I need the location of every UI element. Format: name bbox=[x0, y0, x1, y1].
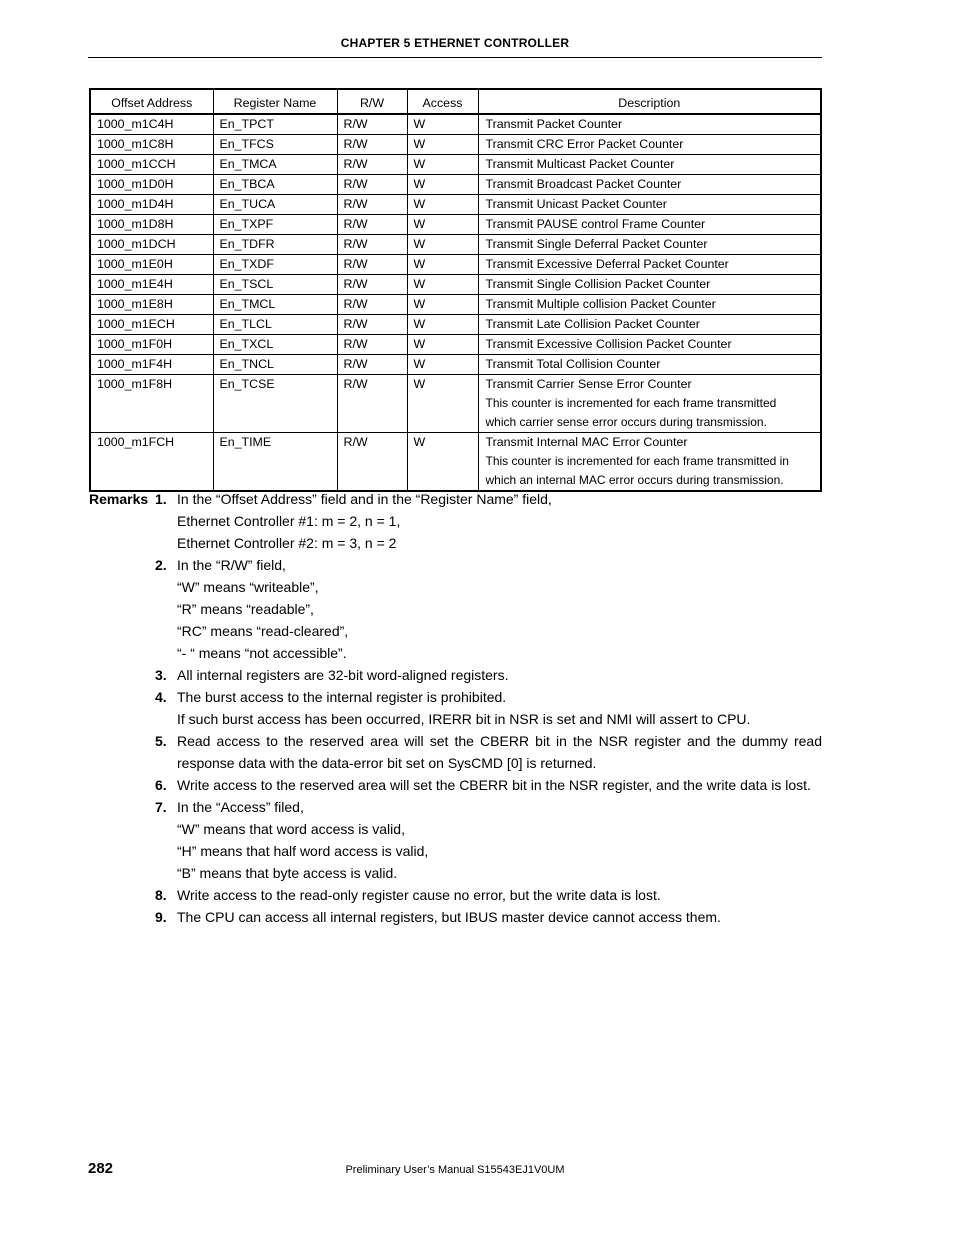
register-table bbox=[89, 88, 822, 492]
description-line: Transmit Single Collision Packet Counter bbox=[485, 277, 711, 291]
cell-offset-address: 1000_m1ECH bbox=[90, 315, 213, 335]
cell-offset-address: 1000_m1DCH bbox=[90, 235, 213, 255]
remark-line: “RC” means “read-cleared”, bbox=[177, 623, 349, 639]
cell-description bbox=[478, 255, 821, 275]
table-row bbox=[90, 335, 821, 355]
cell-access: W bbox=[407, 255, 478, 275]
remark-line: The burst access to the internal register is prohibited. bbox=[177, 689, 507, 705]
cell-access: W bbox=[407, 375, 478, 433]
cell-register-name: En_TUCA bbox=[213, 195, 337, 215]
chapter-header: CHAPTER 5 ETHERNET CONTROLLER bbox=[340, 36, 570, 50]
table-row bbox=[90, 135, 821, 155]
remark-number: 7. bbox=[155, 799, 167, 815]
cell-access: W bbox=[407, 215, 478, 235]
cell-rw: R/W bbox=[337, 175, 407, 195]
cell-description bbox=[478, 175, 821, 195]
cell-description bbox=[478, 433, 821, 492]
cell-access: W bbox=[407, 114, 478, 135]
cell-description bbox=[478, 195, 821, 215]
cell-register-name: En_TIME bbox=[213, 433, 337, 492]
cell-description bbox=[478, 295, 821, 315]
cell-rw: R/W bbox=[337, 215, 407, 235]
cell-offset-address: 1000_m1F0H bbox=[90, 335, 213, 355]
table-row bbox=[90, 355, 821, 375]
description-line: Transmit CRC Error Packet Counter bbox=[485, 137, 684, 151]
remark-item bbox=[89, 554, 822, 664]
remark-line: In the “Access” filed, bbox=[177, 799, 304, 815]
description-line: Transmit Multiple collision Packet Counter bbox=[485, 297, 716, 311]
remark-item bbox=[89, 730, 822, 774]
remark-paragraph: Read access to the reserved area will set the CBERR bit in the NSR register and the dummy read response data with the data-error bit set on SysCMD [0] is returned. bbox=[177, 733, 822, 771]
remark-line: The CPU can access all internal registers, but IBUS master device cannot access them. bbox=[177, 909, 721, 925]
cell-rw: R/W bbox=[337, 235, 407, 255]
remark-line: In the “Offset Address” field and in the “Register Name” field, bbox=[177, 491, 552, 507]
cell-register-name: En_TLCL bbox=[213, 315, 337, 335]
remark-item bbox=[89, 884, 822, 906]
remark-item bbox=[89, 796, 822, 884]
remark-line: Ethernet Controller #1: m = 2, n = 1, bbox=[177, 513, 401, 529]
cell-register-name: En_TMCA bbox=[213, 155, 337, 175]
description-line: which carrier sense error occurs during transmission. bbox=[485, 415, 767, 429]
cell-offset-address: 1000_m1C4H bbox=[90, 114, 213, 135]
cell-rw: R/W bbox=[337, 135, 407, 155]
cell-access: W bbox=[407, 135, 478, 155]
cell-rw: R/W bbox=[337, 335, 407, 355]
remark-number: 9. bbox=[155, 909, 167, 925]
cell-offset-address: 1000_m1F4H bbox=[90, 355, 213, 375]
cell-rw: R/W bbox=[337, 433, 407, 492]
cell-rw: R/W bbox=[337, 315, 407, 335]
remark-number: 4. bbox=[155, 689, 167, 705]
remark-line: In the “R/W” field, bbox=[177, 557, 286, 573]
table-row bbox=[90, 195, 821, 215]
cell-register-name: En_TDFR bbox=[213, 235, 337, 255]
remark-line: All internal registers are 32-bit word-aligned registers. bbox=[177, 667, 509, 683]
cell-access: W bbox=[407, 433, 478, 492]
description-line: Transmit Packet Counter bbox=[485, 117, 623, 131]
register-table-body bbox=[90, 114, 821, 491]
cell-description bbox=[478, 355, 821, 375]
remark-item bbox=[89, 774, 822, 796]
cell-register-name: En_TMCL bbox=[213, 295, 337, 315]
cell-offset-address: 1000_m1D4H bbox=[90, 195, 213, 215]
cell-register-name: En_TPCT bbox=[213, 114, 337, 135]
col-header-access: Access bbox=[407, 89, 478, 114]
cell-offset-address: 1000_m1D8H bbox=[90, 215, 213, 235]
col-header-description: Description bbox=[478, 89, 821, 114]
cell-rw: R/W bbox=[337, 375, 407, 433]
description-line: This counter is incremented for each frame transmitted in bbox=[485, 454, 789, 468]
description-line: Transmit Carrier Sense Error Counter bbox=[485, 377, 692, 391]
table-row bbox=[90, 315, 821, 335]
remark-number: 6. bbox=[155, 777, 167, 793]
remark-item bbox=[89, 906, 822, 928]
description-line: Transmit Broadcast Packet Counter bbox=[485, 177, 682, 191]
remark-line: “R” means “readable”, bbox=[177, 601, 314, 617]
remarks-label: Remarks bbox=[89, 491, 149, 507]
cell-offset-address: 1000_m1C8H bbox=[90, 135, 213, 155]
cell-description bbox=[478, 235, 821, 255]
table-row bbox=[90, 155, 821, 175]
remark-number: 3. bbox=[155, 667, 167, 683]
page-number: 282 bbox=[88, 1160, 114, 1177]
remark-item bbox=[89, 664, 822, 686]
description-line: Transmit Late Collision Packet Counter bbox=[485, 317, 700, 331]
description-line: Transmit Internal MAC Error Counter bbox=[485, 435, 688, 449]
cell-register-name: En_TSCL bbox=[213, 275, 337, 295]
remark-line: Write access to the read-only register cause no error, but the write data is lost. bbox=[177, 887, 661, 903]
description-line: which an internal MAC error occurs during transmission. bbox=[485, 473, 784, 487]
cell-access: W bbox=[407, 195, 478, 215]
table-row bbox=[90, 114, 821, 135]
remarks-section bbox=[89, 488, 822, 928]
cell-description bbox=[478, 275, 821, 295]
description-line: Transmit Excessive Collision Packet Counter bbox=[485, 337, 732, 351]
table-row bbox=[90, 255, 821, 275]
remark-number: 5. bbox=[155, 733, 167, 749]
cell-access: W bbox=[407, 155, 478, 175]
remark-number: 1. bbox=[155, 491, 167, 507]
cell-offset-address: 1000_m1D0H bbox=[90, 175, 213, 195]
description-line: This counter is incremented for each frame transmitted bbox=[485, 396, 777, 410]
cell-description bbox=[478, 155, 821, 175]
remark-line: Ethernet Controller #2: m = 3, n = 2 bbox=[177, 535, 397, 551]
table-row bbox=[90, 433, 821, 492]
cell-description bbox=[478, 335, 821, 355]
cell-access: W bbox=[407, 275, 478, 295]
cell-register-name: En_TBCA bbox=[213, 175, 337, 195]
table-row bbox=[90, 375, 821, 433]
cell-rw: R/W bbox=[337, 255, 407, 275]
cell-offset-address: 1000_m1E8H bbox=[90, 295, 213, 315]
cell-access: W bbox=[407, 335, 478, 355]
cell-rw: R/W bbox=[337, 155, 407, 175]
remark-line: Write access to the reserved area will set the CBERR bit in the NSR register, and the write data is lost. bbox=[177, 777, 811, 793]
description-line: Transmit Excessive Deferral Packet Counter bbox=[485, 257, 729, 271]
cell-offset-address: 1000_m1E4H bbox=[90, 275, 213, 295]
cell-register-name: En_TXPF bbox=[213, 215, 337, 235]
description-line: Transmit Total Collision Counter bbox=[485, 357, 661, 371]
description-line: Transmit Multicast Packet Counter bbox=[485, 157, 675, 171]
remark-number: 8. bbox=[155, 887, 167, 903]
cell-access: W bbox=[407, 355, 478, 375]
description-line: Transmit Single Deferral Packet Counter bbox=[485, 237, 708, 251]
table-row bbox=[90, 235, 821, 255]
header-rule bbox=[88, 57, 822, 58]
cell-register-name: En_TNCL bbox=[213, 355, 337, 375]
cell-register-name: En_TCSE bbox=[213, 375, 337, 433]
cell-rw: R/W bbox=[337, 114, 407, 135]
cell-rw: R/W bbox=[337, 195, 407, 215]
remark-line: “H” means that half word access is valid, bbox=[177, 843, 429, 859]
cell-access: W bbox=[407, 235, 478, 255]
cell-description bbox=[478, 114, 821, 135]
description-line: Transmit Unicast Packet Counter bbox=[485, 197, 667, 211]
table-row bbox=[90, 275, 821, 295]
register-table-head bbox=[90, 89, 821, 114]
remark-line: “- “ means “not accessible”. bbox=[177, 645, 347, 661]
cell-rw: R/W bbox=[337, 275, 407, 295]
cell-description bbox=[478, 215, 821, 235]
cell-register-name: En_TFCS bbox=[213, 135, 337, 155]
col-header-offset: Offset Address bbox=[90, 89, 213, 114]
cell-rw: R/W bbox=[337, 295, 407, 315]
remark-number: 2. bbox=[155, 557, 167, 573]
remark-item bbox=[89, 488, 822, 554]
remark-line: “B” means that byte access is valid. bbox=[177, 865, 398, 881]
remark-item bbox=[89, 686, 822, 730]
table-row bbox=[90, 295, 821, 315]
table-row bbox=[90, 215, 821, 235]
cell-access: W bbox=[407, 175, 478, 195]
remark-line: “W” means that word access is valid, bbox=[177, 821, 405, 837]
cell-offset-address: 1000_m1FCH bbox=[90, 433, 213, 492]
cell-register-name: En_TXDF bbox=[213, 255, 337, 275]
col-header-rw: R/W bbox=[337, 89, 407, 114]
cell-description bbox=[478, 315, 821, 335]
remark-line: If such burst access has been occurred, IRERR bit in NSR is set and NMI will assert to CPU. bbox=[177, 711, 751, 727]
remark-line: “W” means “writeable”, bbox=[177, 579, 319, 595]
cell-offset-address: 1000_m1F8H bbox=[90, 375, 213, 433]
description-line: Transmit PAUSE control Frame Counter bbox=[485, 217, 706, 231]
table-row bbox=[90, 175, 821, 195]
cell-description bbox=[478, 135, 821, 155]
cell-access: W bbox=[407, 315, 478, 335]
cell-description bbox=[478, 375, 821, 433]
cell-offset-address: 1000_m1E0H bbox=[90, 255, 213, 275]
footer-text: Preliminary User’s Manual S15543EJ1V0UM bbox=[345, 1164, 565, 1176]
cell-register-name: En_TXCL bbox=[213, 335, 337, 355]
cell-offset-address: 1000_m1CCH bbox=[90, 155, 213, 175]
col-header-register-name: Register Name bbox=[213, 89, 337, 114]
cell-access: W bbox=[407, 295, 478, 315]
cell-rw: R/W bbox=[337, 355, 407, 375]
